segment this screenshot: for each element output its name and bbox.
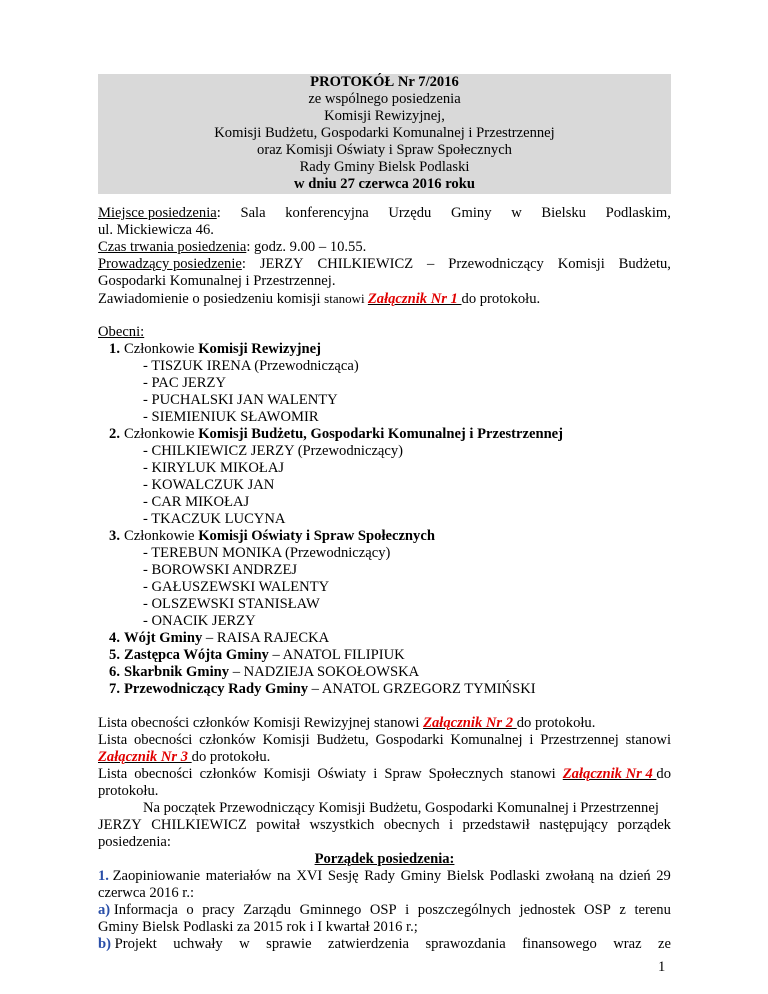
member-item: - PAC JERZY bbox=[143, 375, 226, 391]
official-item: 4. Wójt Gminy – RAISA RAJECKA bbox=[109, 630, 330, 646]
official-item: 6. Skarbnik Gminy – NADZIEJA SOKOŁOWSKA bbox=[109, 664, 420, 680]
member-item: - CHILKIEWICZ JERZY (Przewodniczący) bbox=[143, 443, 404, 459]
member-item: - KOWALCZUK JAN bbox=[143, 477, 275, 493]
header-date: w dniu 27 czerwca 2016 roku bbox=[294, 176, 475, 192]
official-item: 5. Zastępca Wójta Gminy – ANATOL FILIPIUK bbox=[109, 647, 405, 663]
member-item: - OLSZEWSKI STANISŁAW bbox=[143, 596, 320, 612]
group-3-heading: 3. Członkowie Komisji Oświaty i Spraw Społecznych bbox=[109, 528, 435, 544]
group-1-heading: 1. Członkowie Komisji Rewizyjnej bbox=[109, 341, 321, 357]
member-item: - GAŁUSZEWSKI WALENTY bbox=[143, 579, 330, 595]
member-item: - KIRYLUK MIKOŁAJ bbox=[143, 460, 285, 476]
attendance-line-3: Lista obecności członków Komisji Oświaty i Spraw Społecznych stanowi Załącznik Nr 4 do bbox=[98, 766, 671, 782]
header-line: oraz Komisji Oświaty i Spraw Społecznych bbox=[257, 142, 512, 158]
official-item: 7. Przewodniczący Rady Gminy – ANATOL GRZEGORZ TYMIŃSKI bbox=[109, 681, 536, 697]
group-2-heading: 2. Członkowie Komisji Budżetu, Gospodarki Komunalnej i Przestrzennej bbox=[109, 426, 564, 442]
agenda-item-1: 1. Zaopiniowanie materiałów na XVI Sesję Rady Gminy Bielsk Podlaski zwołaną na dzień 29 bbox=[98, 868, 671, 884]
attendance-line-3b: protokołu. bbox=[98, 783, 159, 799]
header-line: Rady Gminy Bielsk Podlaski bbox=[299, 159, 470, 175]
header-line: Komisji Rewizyjnej, bbox=[324, 108, 445, 124]
member-item: - CAR MIKOŁAJ bbox=[143, 494, 250, 510]
place-label: Miejsce posiedzenia bbox=[98, 205, 217, 221]
time-line: Czas trwania posiedzenia: godz. 9.00 – 10.55. bbox=[98, 239, 367, 255]
chair-line-2: Gospodarki Komunalnej i Przestrzennej. bbox=[98, 273, 336, 289]
place-line: Miejsce posiedzenia: Sala konferencyjna Urzędu Gminy w Bielsku Podlaskim, bbox=[98, 205, 671, 221]
member-item: - TKACZUK LUCYNA bbox=[143, 511, 286, 527]
member-item: - ONACIK JERZY bbox=[143, 613, 256, 629]
intro-line-3: posiedzenia: bbox=[98, 834, 171, 850]
attendance-line-2: Lista obecności członków Komisji Budżetu, Gospodarki Komunalnej i Przestrzennej stanowi bbox=[98, 732, 671, 748]
notice-line: Zawiadomienie o posiedzeniu komisji stanowi Załącznik Nr 1 do protokołu. bbox=[98, 291, 541, 307]
chair-label: Prowadzący posiedzenie bbox=[98, 256, 242, 272]
agenda-item-a: a) Informacja o pracy Zarządu Gminnego OSP i poszczególnych jednostek OSP z terenu bbox=[98, 902, 671, 918]
chair-line: Prowadzący posiedzenie: JERZY CHILKIEWICZ – Przewodniczący Komisji Budżetu, bbox=[98, 256, 671, 272]
attachment-1-link[interactable]: Załącznik Nr 1 bbox=[367, 291, 462, 307]
header-box bbox=[98, 74, 671, 194]
member-item: - PUCHALSKI JAN WALENTY bbox=[143, 392, 338, 408]
member-item: - TISZUK IRENA (Przewodnicząca) bbox=[143, 358, 359, 374]
attachment-2-link[interactable]: Załącznik Nr 2 bbox=[423, 715, 517, 731]
agenda-item-a-b: Gminy Bielsk Podlaski za 2015 rok i I kwartał 2016 r.; bbox=[98, 919, 418, 935]
page-number: 1 bbox=[658, 959, 666, 975]
agenda-item-1b: czerwca 2016 r.: bbox=[98, 885, 195, 901]
member-item: - BOROWSKI ANDRZEJ bbox=[143, 562, 298, 578]
member-item: - TEREBUN MONIKA (Przewodniczący) bbox=[143, 545, 391, 561]
attendance-line-1: Lista obecności członków Komisji Rewizyjnej stanowi Załącznik Nr 2 do protokołu. bbox=[98, 715, 596, 731]
header-line: ze wspólnego posiedzenia bbox=[308, 91, 461, 107]
agenda-title: Porządek posiedzenia: bbox=[314, 851, 455, 867]
protocol-title: PROTOKÓŁ Nr 7/2016 bbox=[310, 74, 459, 90]
attachment-4-link[interactable]: Załącznik Nr 4 bbox=[562, 766, 657, 782]
header-line: Komisji Budżetu, Gospodarki Komunalnej i Przestrzennej bbox=[214, 125, 555, 141]
member-item: - SIEMIENIUK SŁAWOMIR bbox=[143, 409, 319, 425]
present-label: Obecni: bbox=[98, 324, 145, 340]
attendance-line-2b: Załącznik Nr 3 do protokołu. bbox=[98, 749, 271, 765]
place-address: ul. Mickiewicza 46. bbox=[98, 222, 214, 238]
attachment-3-link[interactable]: Załącznik Nr 3 bbox=[98, 749, 192, 765]
intro-line-1: Na początek Przewodniczący Komisji Budżetu, Gospodarki Komunalnej i Przestrzennej bbox=[143, 800, 659, 816]
agenda-item-b: b) Projekt uchwały w sprawie zatwierdzenia sprawozdania finansowego wraz ze bbox=[98, 936, 671, 952]
intro-line-2: JERZY CHILKIEWICZ powitał wszystkich obecnych i przedstawił następujący porządek bbox=[98, 817, 671, 833]
